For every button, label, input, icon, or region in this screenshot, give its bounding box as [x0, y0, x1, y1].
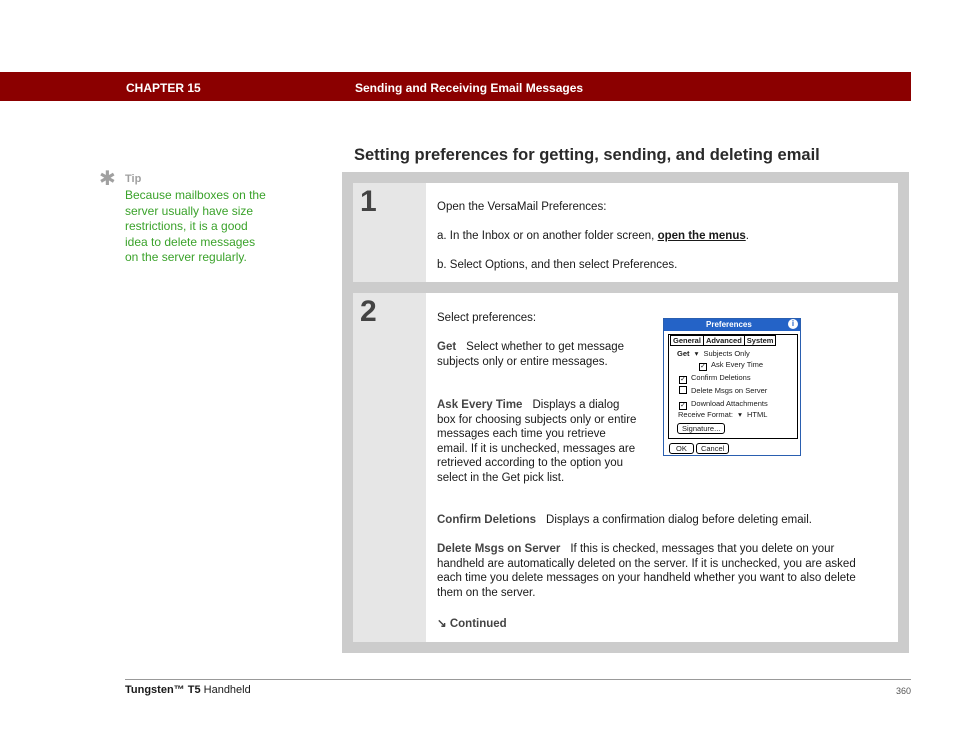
tip-label: Tip [125, 173, 142, 185]
delete-description: If this is checked, messages that you delete on your handheld are automatically deleted on the server. If it is unchecked, you are asked each time you delete messages on your handheld whether you want to also delete them on the server. [437, 543, 856, 599]
page-number: 360 [895, 686, 911, 696]
ask-every-time-preference [437, 398, 637, 486]
palm-receive-format[interactable] [678, 410, 767, 419]
footer-brand [125, 684, 251, 696]
substep-a-suffix: . [745, 230, 749, 242]
palm-receive-label: Receive Format: [678, 410, 734, 419]
section-title: Setting preferences for getting, sending, and deleting email [354, 146, 820, 164]
open-the-menus-link[interactable]: open the menus [657, 230, 746, 242]
confirm-term: Confirm Deletions [437, 514, 537, 526]
palm-ask-label: Ask Every Time [711, 360, 764, 369]
palm-ask-every-time[interactable] [699, 360, 763, 371]
ask-term: Ask Every Time [437, 399, 523, 411]
palm-confirm-label: Confirm Deletions [691, 373, 751, 382]
palm-download-attachments[interactable] [679, 399, 768, 410]
get-term: Get [437, 341, 457, 353]
ask-description: Displays a dialog box for choosing subjects only or entire messages each time you retrieve email. If it is unchecked, messages are retrieved according to the option you select in the Get pick list. [437, 399, 637, 484]
confirm-description: Displays a confirmation dialog before deleting email. [546, 514, 812, 526]
checkbox-unchecked-icon [679, 386, 687, 394]
delete-msgs-preference [437, 542, 882, 600]
step-intro: Open the VersaMail Preferences: [437, 201, 607, 213]
get-preference [437, 340, 637, 369]
palm-tabs [670, 335, 775, 346]
substep-a-prefix: a. In the Inbox or on another folder screen, [437, 230, 658, 242]
palm-get-label: Get [677, 349, 690, 358]
checkbox-checked-icon: ✓ [680, 376, 686, 383]
delete-term: Delete Msgs on Server [437, 543, 561, 555]
step-number: 1 [360, 185, 377, 218]
palm-download-label: Download Attachments [691, 399, 768, 408]
arrow-down-right-icon: ↘ [437, 618, 447, 630]
step-2 [353, 293, 898, 642]
palm-title: Preferences [706, 320, 752, 329]
continued-indicator[interactable] [437, 617, 507, 632]
tab-general[interactable]: General [670, 335, 704, 346]
chapter-label: CHAPTER 15 [126, 81, 201, 95]
chevron-down-icon: ▾ [694, 349, 699, 358]
palm-delete-label: Delete Msgs on Server [691, 386, 768, 395]
step-1 [353, 183, 898, 282]
info-icon: i [788, 319, 798, 329]
chapter-title: Sending and Receiving Email Messages [355, 81, 584, 95]
chevron-down-icon: ▾ [738, 410, 742, 419]
palm-button-row [669, 443, 729, 454]
palm-signature-button[interactable] [677, 423, 725, 434]
palm-signature-label: Signature... [677, 423, 725, 434]
continued-label: Continued [449, 618, 507, 630]
asterisk-icon: ✱ [99, 168, 116, 190]
step-intro: Select preferences: [437, 312, 537, 324]
step-substep-b: b. Select Options, and then select Preferences. [437, 259, 678, 271]
footer-brand-bold: Tungsten™ T5 [125, 684, 201, 696]
step-number-column [353, 183, 426, 282]
checkbox-checked-icon: ✓ [700, 363, 706, 370]
step-substep-a [437, 229, 749, 244]
tip-text: Because mailboxes on the server usually have size restrictions, it is a good idea to delete messages on the server regularly. [125, 188, 266, 265]
checkbox-checked-icon: ✓ [680, 402, 686, 409]
palm-confirm-deletions[interactable] [679, 373, 751, 384]
palm-delete-msgs[interactable] [679, 386, 767, 395]
get-description: Select whether to get message subjects only or entire messages. [437, 341, 625, 368]
palm-cancel-button[interactable]: Cancel [696, 443, 729, 454]
step-number-column [353, 293, 426, 642]
palm-get-value: Subjects Only [703, 349, 750, 358]
tab-system[interactable]: System [744, 335, 777, 346]
palm-ok-button[interactable]: OK [669, 443, 694, 454]
chapter-header-bar [0, 72, 911, 101]
footer-brand-rest: Handheld [200, 684, 251, 696]
preferences-screenshot [663, 318, 801, 456]
step-number: 2 [360, 295, 377, 328]
footer-divider [125, 679, 911, 680]
confirm-deletions-preference [437, 513, 882, 528]
tab-advanced[interactable]: Advanced [703, 335, 745, 346]
palm-title-bar [664, 319, 800, 331]
palm-receive-value: HTML [746, 410, 768, 419]
palm-get-row[interactable] [677, 349, 750, 358]
